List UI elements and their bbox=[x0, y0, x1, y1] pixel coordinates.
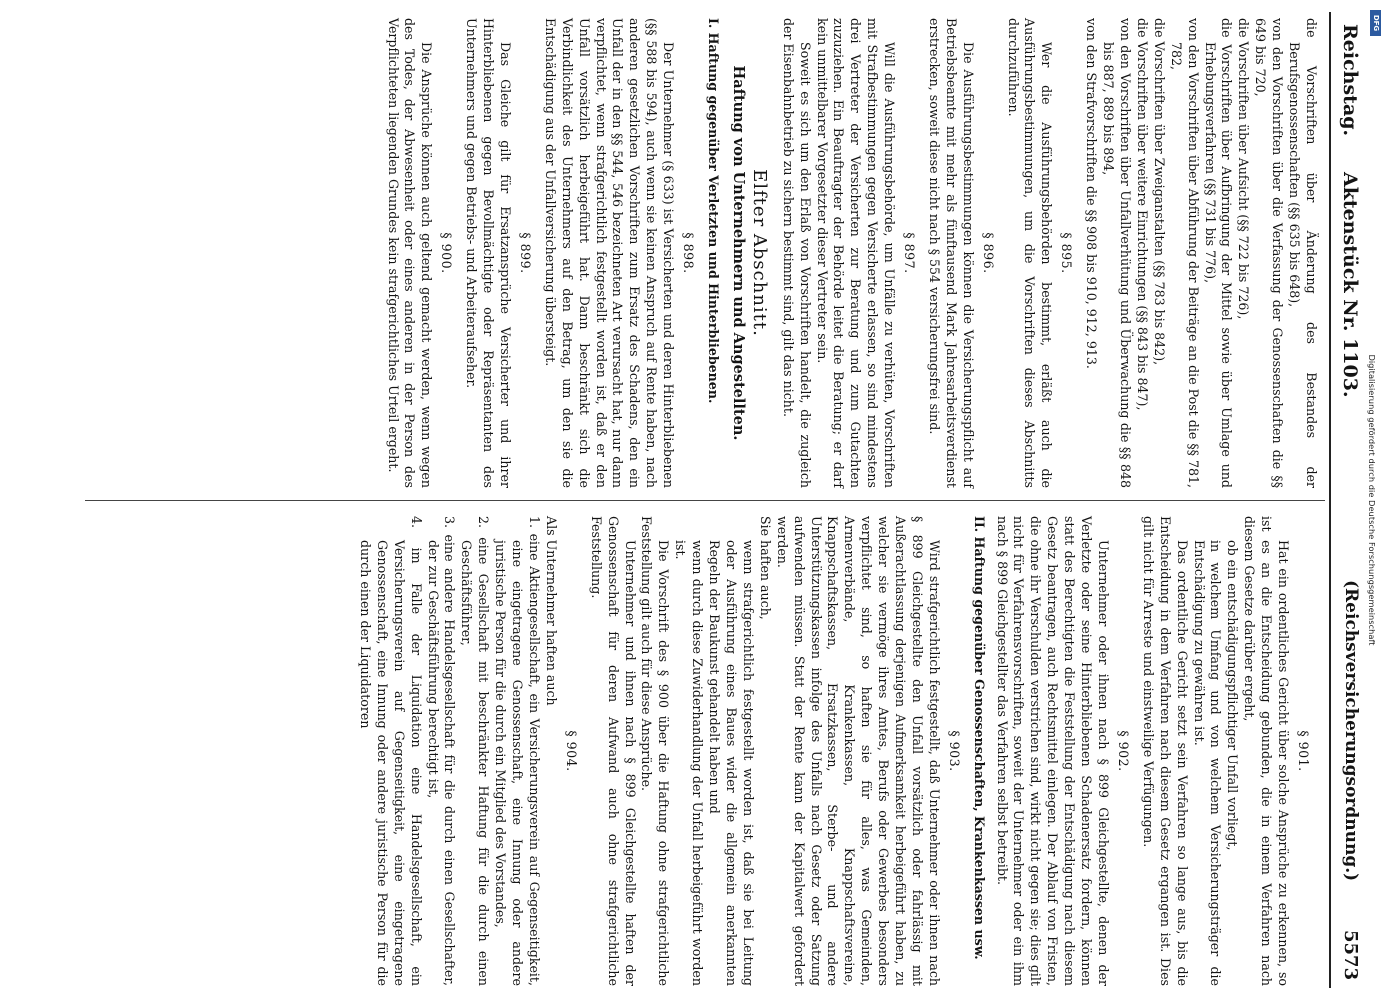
list-item: 1. eine Aktiengesellschaft, ein Versicherungsverein auf Gegenseitigkeit, eine eingetragene Genossenschaft, eine Innung oder andere juristische Person für die durch ein Mitglied des Vorstandes, bbox=[493, 516, 543, 986]
header-title: (Reichsversicherungsordnung.) bbox=[1341, 580, 1361, 882]
section-title: Haftung von Unternehmern und Angestellten. bbox=[729, 65, 747, 441]
body-paragraph: Das Gleiche gilt für Ersatzansprüche Versicherter und ihrer Hinterbliebenen gegen Bevollmächtigte oder Repräsentanten des Unternehmers und gegen Betriebs- und Arbeiteraufseher. bbox=[464, 18, 514, 488]
paragraph-number: § 896. bbox=[980, 232, 996, 274]
body-paragraph: Die Ansprüche können auch geltend gemacht werden, wenn wegen des Todes, der Abwesenheit oder eines anderen in der Person des Verpflichteten liegenden Grundes kein strafgerichtliches Urteil ergeht. bbox=[385, 18, 435, 488]
paragraph-number: § 899. bbox=[517, 232, 533, 274]
list-item: 2. eine Gesellschaft mit beschränkter Haftung für die durch einen Geschäftsführer, bbox=[459, 516, 492, 986]
header-document-number: Aktenstück Nr. 1103. bbox=[1339, 172, 1361, 398]
page-header bbox=[1325, 12, 1365, 988]
indented-line: ob ein entschädigungspflichtiger Unfall vorliegt, bbox=[1225, 540, 1241, 851]
subsection-heading: II. Haftung gegenüber Genossenschaften, Krankenkassen usw. bbox=[971, 516, 987, 960]
header-left: Reichstag. bbox=[1339, 24, 1361, 137]
header-rule bbox=[1329, 12, 1331, 988]
text-line: von den Vorschriften über die Verfassung der Genossenschaften die §§ 649 bis 720, bbox=[1253, 18, 1286, 488]
list-item: die Vorschriften über Änderung des Bestandes der Berufsgenossenschaften (§§ 635 bis 648), bbox=[1287, 18, 1319, 488]
text-line: die Vorschriften über Aufsicht (§§ 722 bis 726), bbox=[1236, 18, 1252, 320]
list-item: die Vorschriften über Zweiganstalten (§§ 783 bis 842), bbox=[1151, 18, 1167, 366]
body-paragraph: Wird strafgerichtlich festgestellt, daß Unternehmer oder ihnen nach § 899 Gleichgestellte den Unfall vorsätzlich oder fahrlässig mit Außerachtlassung derjenigen Aufmerksamkeit herbeigeführt haben, zu welcher sie vermöge ihres Amtes, Berufs oder Gewerbes besonders verpflichtet sind, so haften sie für alles, was Gemeinden, Armenverbände, Krankenkassen, Knappschaftsvereine, Knappschaftskassen, Ersatzkassen, Sterbe- und andere Unterstützungskassen infolge des Unfalls nach Gesetz oder Satzung aufwenden müssen. Statt der Rente kann der Kapitalwert gefordert werden. bbox=[774, 516, 942, 986]
paragraph-number: § 898. bbox=[681, 232, 697, 274]
paragraph-number: § 903. bbox=[946, 730, 962, 772]
list-item: von den Vorschriften über Abführung der Beiträge an die Post die §§ 781, 782, bbox=[1168, 18, 1201, 488]
body-paragraph: Der Unternehmer (§ 633) ist Versicherten und deren Hinterbliebenen (§§ 588 bis 594), auch wenn sie keinen Anspruch auf Rente haben, nach anderen gesetzlichen Vorschriften zum Ersatz des Schadens, den ein Unfall der in den §§ 544, 546 bezeichneten Art verursacht hat, nur dann verpflichtet, wenn strafgerichtlich festgestellt worden ist, daß er den Unfall vorsätzlich herbeigeführt hat. Dann beschränkt sich die Verbindlichkeit des Unternehmers auf den Betrag, um den sie die Entschädigung aus der Unfallversicherung übersteigt. bbox=[542, 18, 677, 488]
page-number: 5573 bbox=[1340, 930, 1361, 981]
body-paragraph: Hat ein ordentliches Gericht über solche Ansprüche zu erkennen, so ist es an die Entscheidung gebunden, die in einem Verfahren nach diesem Gesetze darüber ergeht, bbox=[1242, 516, 1292, 986]
right-column bbox=[356, 516, 1319, 986]
paragraph-number: § 902. bbox=[1115, 730, 1131, 772]
list-item: die Vorschriften über weitere Einrichtungen (§§ 843 bis 847), bbox=[1134, 18, 1150, 411]
body-paragraph: Unternehmer und ihnen nach § 899 Gleichgestellte haften der Genossenschaft für deren Aufwand auch ohne strafgerichtliche Feststellung. bbox=[588, 516, 638, 986]
list-item: 3. eine andere Handelsgesellschaft für die durch einen Gesellschafter, der zur Geschäftsführung berechtigt ist, bbox=[425, 516, 458, 986]
subsection-heading: I. Haftung gegenüber Verletzten und Hinterbliebenen. bbox=[706, 18, 721, 404]
left-column bbox=[384, 18, 1319, 488]
text-line: Sie haften auch, bbox=[757, 516, 773, 620]
dfg-logo-text: DFG bbox=[1371, 14, 1380, 32]
paragraph-number: § 900. bbox=[439, 232, 455, 274]
body-paragraph: Will die Ausführungsbehörde, um Unfälle zu verhüten, Vorschriften mit Strafbestimmungen gegen Versicherte erlassen, so sind mindestens drei Vertreter der Versicherten zur Beratung und zum Gutachten zuzuziehen. Ein Beauftragter der Behörde leitet die Beratung; er darf kein unmittelbarer Vorgesetzter dieser Vertreter sein. bbox=[814, 18, 898, 488]
list-item: von den Strafvorschriften die §§ 908 bis 910, 912, 913. bbox=[1084, 18, 1100, 369]
text-line: Als Unternehmer haften auch bbox=[543, 516, 559, 706]
body-paragraph: Das ordentliche Gericht setzt sein Verfahren so lange aus, bis die Entscheidung in dem Verfahren nach diesem Gesetz ergangen ist. Dies gilt nicht für Arreste und einstweilige Verfügungen. bbox=[1140, 516, 1190, 986]
indented-line: in welchem Umfang und von welchem Versicherungsträger die Entschädigung zu gewähren ist. bbox=[1191, 540, 1224, 986]
body-paragraph: Unternehmer oder ihnen nach § 899 Gleichgestellte, denen der Verletzte oder seine Hinterbliebenen Schadenersatz fordern, können statt des Berechtigten die Feststellung der Entschädigung nach diesem Gesetz beantragen, auch Rechtsmittel einlegen. Der Ablauf von Fristen, die ohne ihr Verschulden verstrichen sind, wirkt nicht gegen sie; dies gilt nicht für Verfahrensvorschriften, soweit der Unternehmer oder ein ihm nach § 899 Gleichgestellter das Verfahren selbst betreibt. bbox=[994, 516, 1112, 986]
body-paragraph: Soweit es sich um den Erlaß von Vorschriften handelt, die zugleich der Eisenbahnbetrieb zu sichern bestimmt sind, gilt das nicht. bbox=[780, 18, 813, 488]
indented-line: wenn durch diese Zuwiderhandlung der Unfall herbeigeführt worden ist. bbox=[673, 540, 706, 986]
body-paragraph: Die Vorschrift des § 900 über die Haftung ohne strafgerichtliche Feststellung gilt auch für diese Ansprüche. bbox=[639, 516, 672, 986]
column-divider bbox=[85, 500, 1325, 501]
paragraph-number: § 895. bbox=[1059, 232, 1075, 274]
body-paragraph: Wer die Ausführungsbehörden bestimmt, erläßt auch die Ausführungsbestimmungen, um die Vorschriften dieses Abschnitts durchzuführen. bbox=[1005, 18, 1055, 488]
dfg-logo bbox=[1370, 10, 1381, 36]
rotated-page bbox=[45, 12, 1365, 988]
body-paragraph: Die Ausführungsbestimmungen können die Versicherungspflicht auf Betriebsbeamte mit mehr als fünftausend Mark Jahresarbeitsverdienst erstrecken, soweit diese nicht nach § 554 versicherungsfrei sind. bbox=[926, 18, 976, 488]
list-item: von den Vorschriften über Unfallverhütung und Überwachung die §§ 848 bis 887, 889 bis 894, bbox=[1101, 18, 1134, 488]
digitization-imprint: Digitalisierung gefördert durch die Deutsche Forschungsgemeinschaft bbox=[1367, 354, 1377, 646]
list-item: die Vorschriften über Aufbringung der Mittel sowie über Umlage und Erhebungsverfahren (§§ 731 bis 776), bbox=[1202, 18, 1235, 488]
paragraph-number: § 901. bbox=[1296, 730, 1311, 772]
section-heading: Elfter Abschnitt. bbox=[748, 169, 770, 337]
paragraph-number: § 897. bbox=[902, 232, 918, 274]
paragraph-number: § 904. bbox=[563, 730, 579, 772]
list-item: 4. im Falle der Liquidation eine Handelsgesellschaft, ein Versicherungsverein auf Gegenseitigkeit, eine eingetragene Genossenschaft, eine Innung oder andere juristische Person für die durch einen der Liquidatoren bbox=[357, 516, 424, 986]
indented-line: wenn strafgerichtlich festgestellt worden ist, daß sie bei Leitung oder Ausführung eines Baues wider die allgemein anerkannten Regeln der Baukunst gehandelt haben und bbox=[707, 540, 756, 986]
